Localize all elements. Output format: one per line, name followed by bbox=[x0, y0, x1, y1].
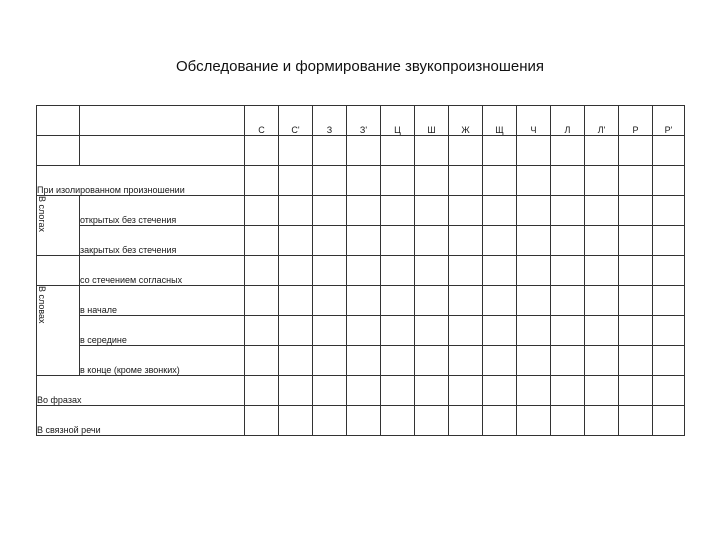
header-row bbox=[37, 106, 685, 136]
row-label-word-middle: в середине bbox=[80, 316, 245, 346]
blank-cell bbox=[80, 136, 245, 166]
sound-cell bbox=[415, 406, 449, 436]
sound-cell bbox=[653, 406, 685, 436]
sound-cell bbox=[483, 316, 517, 346]
sound-cell bbox=[347, 136, 381, 166]
sound-cell bbox=[551, 226, 585, 256]
table-row bbox=[37, 406, 685, 436]
sound-cell bbox=[517, 346, 551, 376]
sound-header-cell: Ж bbox=[449, 106, 483, 136]
sound-cell bbox=[415, 166, 449, 196]
sound-cell bbox=[381, 286, 415, 316]
sound-cell bbox=[585, 376, 619, 406]
sound-cell bbox=[483, 406, 517, 436]
sound-cell bbox=[313, 286, 347, 316]
sound-cell bbox=[449, 226, 483, 256]
table-row bbox=[37, 196, 685, 226]
sound-cell bbox=[619, 166, 653, 196]
table-row bbox=[37, 256, 685, 286]
row-label-closed-syllables: закрытых без стечения bbox=[80, 226, 245, 256]
row-label-word-end: в конце (кроме звонких) bbox=[80, 346, 245, 376]
sound-cell bbox=[585, 316, 619, 346]
sound-cell bbox=[449, 376, 483, 406]
table-row bbox=[37, 376, 685, 406]
header-corner-cell bbox=[37, 106, 80, 136]
sound-cell bbox=[381, 376, 415, 406]
sound-cell bbox=[415, 226, 449, 256]
sound-cell bbox=[449, 136, 483, 166]
sound-cell bbox=[279, 136, 313, 166]
sound-cell bbox=[517, 406, 551, 436]
sound-cell bbox=[313, 376, 347, 406]
sound-cell bbox=[245, 196, 279, 226]
sound-cell bbox=[415, 136, 449, 166]
page-title: Обследование и формирование звукопроизношения bbox=[176, 58, 544, 75]
sound-cell bbox=[313, 256, 347, 286]
blank-cell bbox=[37, 256, 80, 286]
sound-cell bbox=[245, 376, 279, 406]
sound-cell bbox=[381, 136, 415, 166]
sound-cell bbox=[313, 136, 347, 166]
row-label-open-syllables: открытых без стечения bbox=[80, 196, 245, 226]
table-row bbox=[37, 316, 685, 346]
sound-cell bbox=[517, 166, 551, 196]
row-label-phrases: Во фразах bbox=[37, 376, 245, 406]
sound-header-cell: Л' bbox=[585, 106, 619, 136]
sound-cell bbox=[313, 316, 347, 346]
sound-cell bbox=[483, 346, 517, 376]
sound-cell bbox=[653, 166, 685, 196]
sound-cell bbox=[279, 256, 313, 286]
sound-cell bbox=[415, 196, 449, 226]
sound-cell bbox=[585, 226, 619, 256]
sound-cell bbox=[551, 406, 585, 436]
sound-cell bbox=[551, 196, 585, 226]
sound-cell bbox=[415, 316, 449, 346]
sound-cell bbox=[245, 166, 279, 196]
sound-cell bbox=[483, 286, 517, 316]
sound-header-cell: Л bbox=[551, 106, 585, 136]
sound-cell bbox=[381, 256, 415, 286]
sound-cell bbox=[551, 166, 585, 196]
sound-cell bbox=[517, 196, 551, 226]
sound-cell bbox=[279, 226, 313, 256]
group-label-words: В словах bbox=[37, 286, 80, 376]
sound-cell bbox=[653, 346, 685, 376]
sound-cell bbox=[483, 136, 517, 166]
sound-cell bbox=[245, 136, 279, 166]
row-label-word-start: в начале bbox=[80, 286, 245, 316]
sound-cell bbox=[585, 406, 619, 436]
sound-cell bbox=[483, 166, 517, 196]
sound-cell bbox=[449, 256, 483, 286]
sound-cell bbox=[483, 376, 517, 406]
sound-cell bbox=[653, 196, 685, 226]
sound-cell bbox=[347, 256, 381, 286]
sound-cell bbox=[619, 196, 653, 226]
table-row bbox=[37, 286, 685, 316]
sound-cell bbox=[517, 376, 551, 406]
sound-cell bbox=[347, 286, 381, 316]
sound-cell bbox=[279, 406, 313, 436]
sound-cell bbox=[279, 346, 313, 376]
sound-cell bbox=[245, 226, 279, 256]
blank-cell bbox=[37, 136, 80, 166]
sound-header-cell: Р' bbox=[653, 106, 685, 136]
sound-cell bbox=[653, 256, 685, 286]
sound-cell bbox=[245, 316, 279, 346]
sound-cell bbox=[551, 346, 585, 376]
sound-cell bbox=[551, 376, 585, 406]
sound-cell bbox=[279, 316, 313, 346]
row-label-connected-speech: В связной речи bbox=[37, 406, 245, 436]
sound-cell bbox=[381, 226, 415, 256]
sound-header-cell: С' bbox=[279, 106, 313, 136]
row-label-isolated: При изолированном произношении bbox=[37, 166, 245, 196]
sound-cell bbox=[313, 346, 347, 376]
sound-cell bbox=[449, 406, 483, 436]
sound-cell bbox=[585, 196, 619, 226]
sound-cell bbox=[347, 346, 381, 376]
sound-cell bbox=[619, 286, 653, 316]
sound-cell bbox=[551, 286, 585, 316]
sound-cell bbox=[279, 286, 313, 316]
sound-cell bbox=[313, 196, 347, 226]
sound-cell bbox=[449, 316, 483, 346]
sound-cell bbox=[279, 196, 313, 226]
sound-cell bbox=[517, 286, 551, 316]
sound-header-cell: Р bbox=[619, 106, 653, 136]
sound-header-cell: Ш bbox=[415, 106, 449, 136]
sound-cell bbox=[279, 166, 313, 196]
table-row bbox=[37, 346, 685, 376]
sound-cell bbox=[653, 286, 685, 316]
sound-cell bbox=[653, 226, 685, 256]
sound-cell bbox=[415, 376, 449, 406]
sound-cell bbox=[653, 136, 685, 166]
sound-cell bbox=[415, 256, 449, 286]
table-row bbox=[37, 166, 685, 196]
sound-cell bbox=[619, 136, 653, 166]
sound-cell bbox=[619, 316, 653, 346]
sound-cell bbox=[381, 406, 415, 436]
sound-cell bbox=[245, 256, 279, 286]
sound-cell bbox=[347, 166, 381, 196]
sound-header-cell: З bbox=[313, 106, 347, 136]
row-label-consonant-cluster: со стечением согласных bbox=[80, 256, 245, 286]
sound-cell bbox=[517, 256, 551, 286]
sound-cell bbox=[585, 256, 619, 286]
sound-header-cell: Ц bbox=[381, 106, 415, 136]
sound-cell bbox=[347, 376, 381, 406]
sound-cell bbox=[245, 406, 279, 436]
sound-cell bbox=[483, 256, 517, 286]
sound-cell bbox=[279, 376, 313, 406]
sound-cell bbox=[619, 346, 653, 376]
sound-cell bbox=[585, 346, 619, 376]
sound-cell bbox=[449, 286, 483, 316]
sound-cell bbox=[551, 136, 585, 166]
sound-cell bbox=[245, 286, 279, 316]
sound-header-cell: З' bbox=[347, 106, 381, 136]
sound-cell bbox=[347, 196, 381, 226]
group-label-syllables: В слогах bbox=[37, 196, 80, 256]
sound-cell bbox=[313, 406, 347, 436]
sound-cell bbox=[381, 316, 415, 346]
sound-cell bbox=[449, 166, 483, 196]
sound-cell bbox=[381, 346, 415, 376]
sound-cell bbox=[449, 196, 483, 226]
sound-header-cell: Ч bbox=[517, 106, 551, 136]
sound-cell bbox=[449, 346, 483, 376]
sound-cell bbox=[551, 316, 585, 346]
sound-cell bbox=[551, 256, 585, 286]
sound-cell bbox=[381, 166, 415, 196]
header-label-cell bbox=[80, 106, 245, 136]
sound-cell bbox=[415, 286, 449, 316]
sound-cell bbox=[517, 136, 551, 166]
sound-cell bbox=[517, 316, 551, 346]
sound-cell bbox=[313, 166, 347, 196]
sound-cell bbox=[619, 406, 653, 436]
blank-row bbox=[37, 136, 685, 166]
sound-cell bbox=[347, 406, 381, 436]
sound-pronunciation-table bbox=[36, 105, 685, 436]
sound-cell bbox=[517, 226, 551, 256]
sound-cell bbox=[347, 226, 381, 256]
sound-cell bbox=[619, 256, 653, 286]
table-row bbox=[37, 226, 685, 256]
sound-cell bbox=[381, 196, 415, 226]
sound-cell bbox=[619, 226, 653, 256]
sound-header-cell: С bbox=[245, 106, 279, 136]
sound-header-cell: Щ bbox=[483, 106, 517, 136]
sound-cell bbox=[585, 286, 619, 316]
sound-cell bbox=[619, 376, 653, 406]
sound-cell bbox=[653, 376, 685, 406]
sound-cell bbox=[483, 226, 517, 256]
sound-cell bbox=[585, 136, 619, 166]
sound-cell bbox=[245, 346, 279, 376]
sound-cell bbox=[653, 316, 685, 346]
sound-cell bbox=[483, 196, 517, 226]
sound-cell bbox=[585, 166, 619, 196]
sound-cell bbox=[347, 316, 381, 346]
sound-cell bbox=[415, 346, 449, 376]
sound-cell bbox=[313, 226, 347, 256]
